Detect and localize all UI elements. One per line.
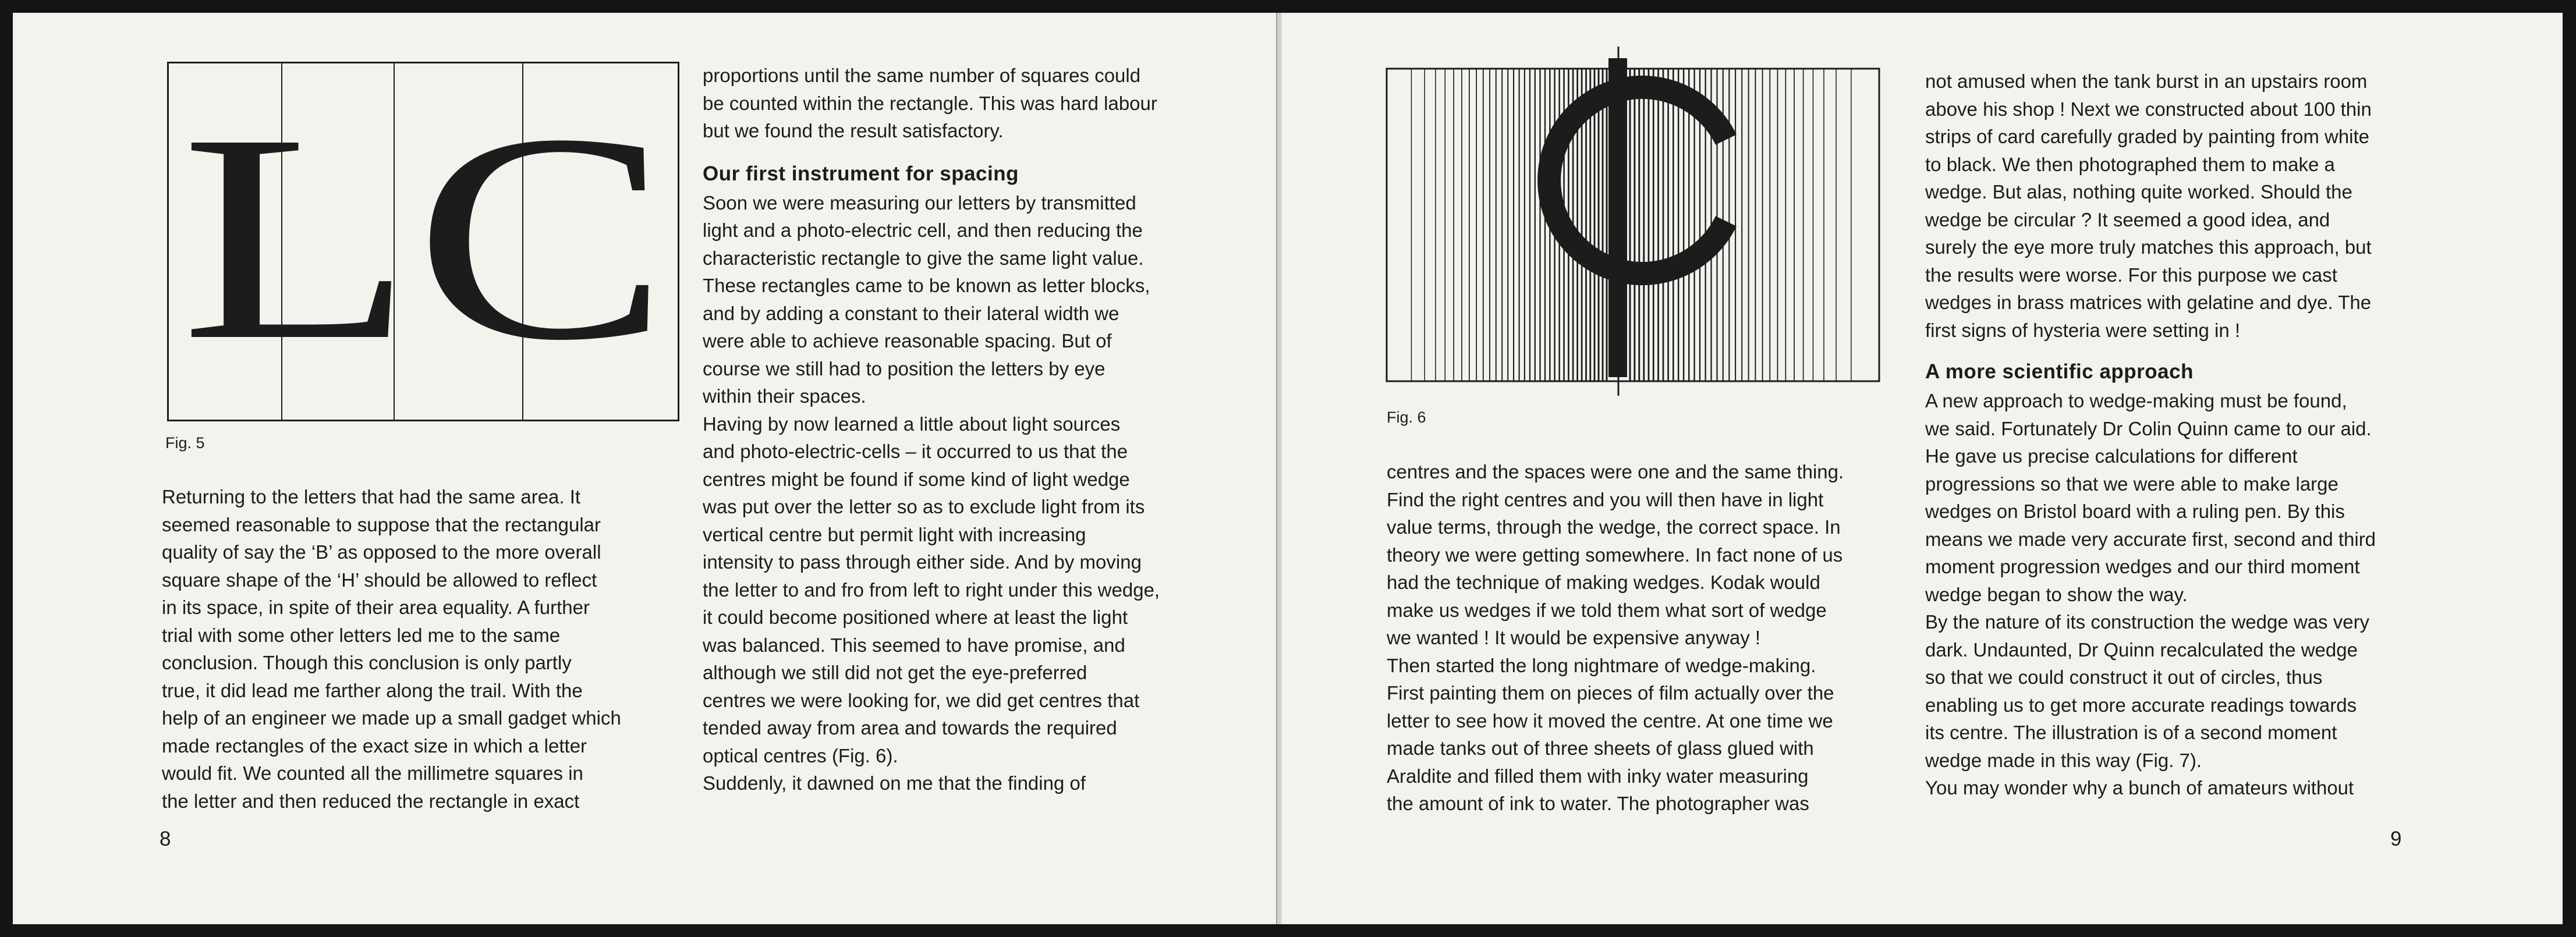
text-line: moment progression wedges and our third moment [1925,556,2360,577]
text-line: it could become positioned where at least the light [703,606,1128,628]
figure-6-caption: Fig. 6 [1387,409,1426,426]
text-line: wedges in brass matrices with gelatine and dye. The [1925,292,2372,313]
text-line: intensity to pass through either side. And by moving [703,551,1142,573]
text-line: optical centres (Fig. 6). [703,744,898,766]
left-column-text-right-page [1387,458,1844,818]
text-line: strips of card carefully graded by painting from white [1925,126,2370,147]
text-line: within their spaces. [703,385,866,407]
text-line: and by adding a constant to their lateral width we [703,302,1119,324]
text-line: was balanced. This seemed to have promise, and [703,634,1125,656]
left-page [13,13,1276,924]
text-line: was put over the letter so as to exclude light from its [703,496,1145,517]
text-line: had the technique of making wedges. Kodak would [1387,572,1820,593]
text-line: its centre. The illustration is of a second moment [1925,722,2337,743]
text-line: the letter and then reduced the rectangle in exact [162,790,580,812]
text-line: Suddenly, it dawned on me that the finding of [703,772,1086,794]
text-line: seemed reasonable to suppose that the rectangular [162,513,601,535]
section-heading-first-instrument: Our first instrument for spacing [703,162,1019,185]
text-line: A new approach to wedge-making must be found, [1925,390,2347,411]
text-line: made rectangles of the exact size in which a letter [162,734,587,757]
text-line: so that we could construct it out of circles, thus [1925,666,2323,688]
text-line: By the nature of its construction the wedge was very [1925,611,2370,633]
text-line: wedge be circular ? It seemed a good idea, and [1925,208,2330,230]
text-line: above his shop ! Next we constructed about 100 thin [1925,98,2372,120]
text-line: Returning to the letters that had the same area. It [162,486,581,507]
text-line: wedge began to show the way. [1925,583,2188,605]
text-line: He gave us precise calculations for different [1925,445,2298,467]
text-line: Having by now learned a little about light sources [703,413,1121,435]
text-line: true, it did lead me farther along the trail. With the [162,679,583,701]
text-line: quality of say the ‘B’ as opposed to the more overall [162,541,601,563]
text-line: theory we were getting somewhere. In fact none of us [1387,544,1843,566]
text-line: These rectangles came to be known as letter blocks, [703,275,1150,296]
page-number-left: 8 [160,828,171,850]
text-line: not amused when the tank burst in an upstairs room [1925,70,2368,92]
text-line: progressions so that we were able to make large [1925,473,2338,495]
text-line: in its space, in spite of their area equality. A further [162,597,590,618]
text-line: enabling us to get more accurate readings towards [1925,694,2357,716]
text-line: the amount of ink to water. The photographer was [1387,793,1809,814]
text-line: course we still had to position the letters by eye [703,357,1105,379]
text-line: vertical centre but permit light with increasing [703,523,1086,545]
text-line: to black. We then photographed them to make a [1925,153,2335,175]
page-number-right: 9 [2390,828,2402,850]
text-line: were able to achieve reasonable spacing. But of [703,330,1112,352]
text-line: but we found the result satisfactory. [703,120,1004,141]
text-line: Araldite and filled them with inky water measuring [1387,765,1809,787]
text-line: make us wedges if we told them what sort of wedge [1387,599,1827,621]
figure-5-illustration [169,63,678,420]
text-line: square shape of the ‘H’ should be allowed to reflect [162,569,597,591]
section-heading-scientific-approach: A more scientific approach [1925,360,2194,383]
text-line: centres might be found if some kind of light wedge [703,468,1130,490]
text-line: the letter to and fro from left to right under this wedge, [703,578,1160,601]
text-line: and photo-electric-cells – it occurred to us that the [703,441,1128,462]
text-line: surely the eye more truly matches this approach, but [1925,236,2372,258]
text-line: wedge made in this way (Fig. 7). [1925,749,2202,771]
right-column-text [1925,68,2376,802]
text-line: we said. Fortunately Dr Colin Quinn came to our aid. [1925,417,2372,439]
text-line: characteristic rectangle to give the same light value. [703,247,1144,269]
text-line: wedges on Bristol board with a ruling pen. By this [1925,501,2345,522]
text-line: trial with some other letters led me to the same [162,624,561,646]
text-line: Find the right centres and you will then have in light [1387,488,1824,510]
text-line: proportions until the same number of squares could [703,65,1141,86]
text-line: value terms, through the wedge, the correct space. In [1387,516,1841,538]
text-line: light and a photo-electric cell, and then reducing the [703,219,1143,241]
text-line: help of an engineer we made up a small gadget which [162,707,621,729]
text-line: Soon we were measuring our letters by transmitted [703,191,1136,214]
text-line: means we made very accurate first, second and third [1925,528,2376,550]
text-line: dark. Undaunted, Dr Quinn recalculated the wedge [1925,638,2358,661]
figure-6-light-wedge [1386,47,1880,396]
right-column-text-left-page [703,62,1160,797]
text-line: centres and the spaces were one and the same thing. [1387,461,1844,482]
text-line: tended away from area and towards the required [703,717,1117,739]
text-line: although we still did not get the eye-preferred [703,662,1087,683]
text-line: letter to see how it moved the centre. At one time we [1387,709,1833,732]
text-line: first signs of hysteria were setting in ! [1925,319,2241,341]
text-line: First painting them on pieces of film actually over the [1387,682,1834,704]
text-line: would fit. We counted all the millimetre squares in [162,762,583,784]
text-line: the results were worse. For this purpose we cast [1925,264,2337,286]
figure-5-letter-spacing [167,62,679,421]
text-line: be counted within the rectangle. This was hard labour [703,92,1157,114]
left-column-text [162,483,621,815]
figure-5-letters: LC [180,73,669,402]
text-line: wedge. But alas, nothing quite worked. Should the [1925,181,2352,203]
text-line: conclusion. Though this conclusion is only partly [162,652,572,673]
text-line: made tanks out of three sheets of glass glued with [1387,737,1814,759]
text-line: centres we were looking for, we did get centres that [703,689,1140,711]
text-line: we wanted ! It would be expensive anyway ! [1387,627,1761,648]
text-line: Then started the long nightmare of wedge-making. [1387,654,1816,676]
figure-5-caption: Fig. 5 [165,434,205,452]
text-line: You may wonder why a bunch of amateurs without [1925,777,2354,798]
